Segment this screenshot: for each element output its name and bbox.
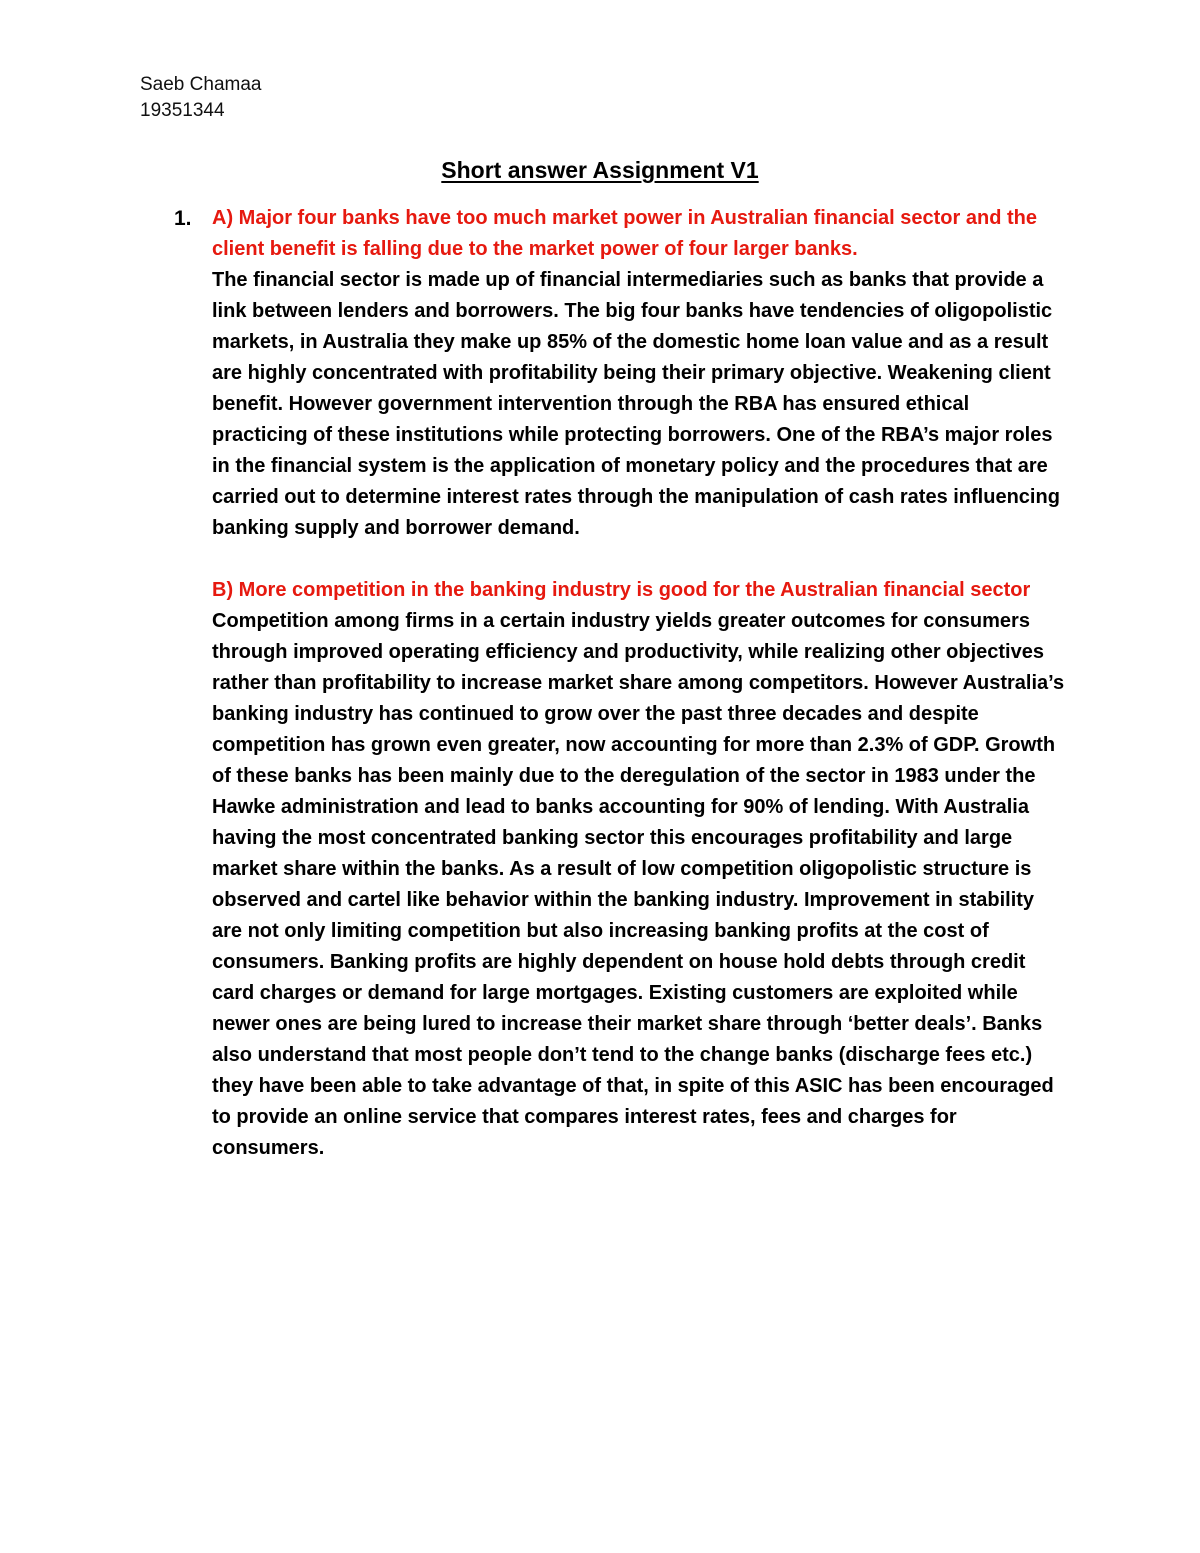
question-number: 1. <box>174 207 192 230</box>
author-block <box>140 72 261 124</box>
author-name: Saeb Chamaa <box>140 74 262 95</box>
student-id: 19351344 <box>140 100 225 121</box>
part-a-heading: A) Major four banks have too much market power in Australian financial sector and the client benefit is falling due to the market power of four larger banks. <box>212 207 1037 260</box>
question-body <box>212 203 1068 1164</box>
document-title: Short answer Assignment V1 <box>441 157 759 183</box>
part-b-body: Competition among firms in a certain industry yields greater outcomes for consumers through improved operating efficiency and productivity, while realizing other objectives rather than profitability to increase market share among competitors. However Australia’s banking industry has continued to grow over the past three decades and despite competition has grown even greater, now accounting for more than 2.3% of GDP. Growth of these banks has been mainly due to the deregulation of the sector in 1983 under the Hawke administration and lead to banks accounting for 90% of lending. With Australia having the most concentrated banking sector this encourages profitability and large market share within the banks. As a result of low competition oligopolistic structure is observed and cartel like behavior within the banking industry. Improvement in stability are not only limiting competition but also increasing banking profits at the cost of consumers. Banking profits are highly dependent on house hold debts through credit card charges or demand for large mortgages. Existing customers are exploited while newer ones are being lured to increase their market share through ‘better deals’. Banks also understand that most people don’t tend to the change banks (discharge fees etc.) they have been able to take advantage of that, in spite of this ASIC has been encouraged to provide an online service that compares interest rates, fees and charges for consumers. <box>212 610 1065 1159</box>
paragraph-gap <box>212 544 1068 575</box>
part-b-heading: B) More competition in the banking industry is good for the Australian financial sector <box>212 579 1031 601</box>
part-a-body: The financial sector is made up of financial intermediaries such as banks that provide a link between lenders and borrowers. The big four banks have tendencies of oligopolistic markets, in Australia they make up 85% of the domestic home loan value and as a result are highly concentrated with profitability being their primary objective. Weakening client benefit. However government intervention through the RBA has ensured ethical practicing of these institutions while protecting borrowers. One of the RBA’s major roles in the financial system is the application of monetary policy and the procedures that are carried out to determine interest rates through the manipulation of cash rates influencing banking supply and borrower demand. <box>212 269 1060 539</box>
